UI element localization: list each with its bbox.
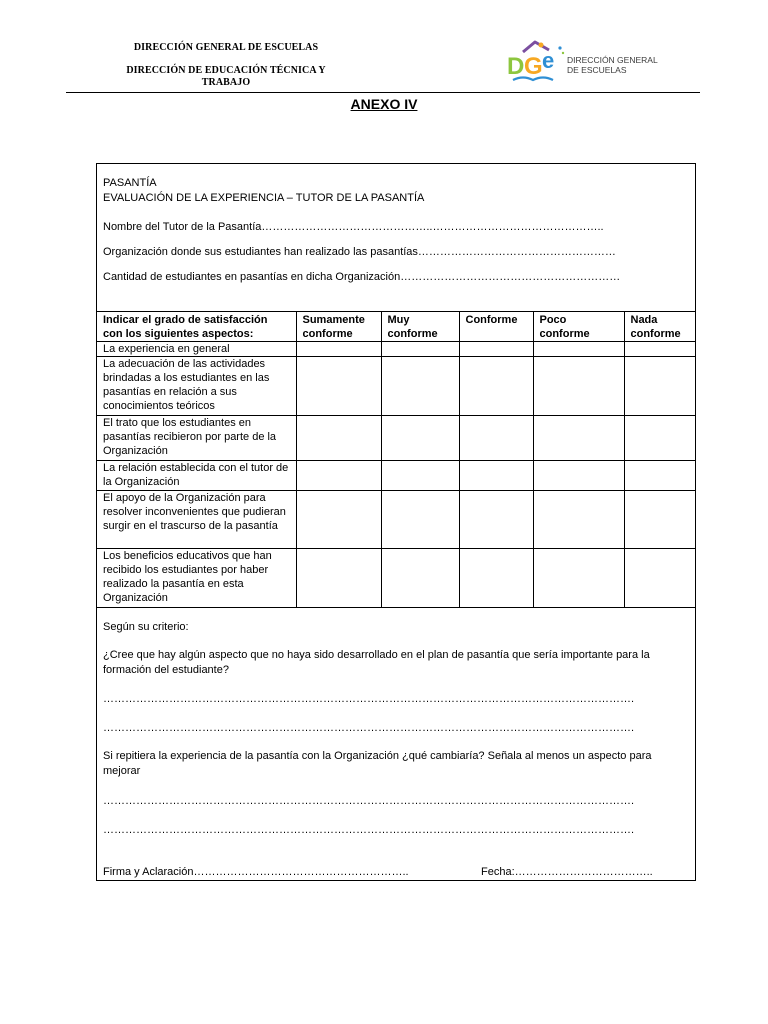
table-row bbox=[97, 342, 695, 357]
question-1-line-1: ¿Cree que hay algún aspecto que no haya sido desarrollado en el plan de pasantía que sería importante para la bbox=[103, 649, 650, 661]
rating-cell[interactable] bbox=[459, 549, 533, 608]
col-header-poco: Poco conforme bbox=[533, 312, 624, 342]
rating-cell[interactable] bbox=[624, 491, 695, 549]
rating-cell[interactable] bbox=[459, 416, 533, 461]
aspect-header: Indicar el grado de satisfacción con los siguientes aspectos: bbox=[97, 312, 296, 342]
criteria-label: Según su criterio: bbox=[103, 621, 189, 633]
answer-2-line-1[interactable]: ………………………………………………………………………………………………………………………………. bbox=[103, 795, 635, 807]
question-1-line-2: formación del estudiante? bbox=[103, 664, 229, 676]
rating-cell[interactable] bbox=[624, 357, 695, 416]
rating-cell[interactable] bbox=[381, 357, 459, 416]
rating-cell[interactable] bbox=[381, 342, 459, 357]
rating-cell[interactable] bbox=[296, 549, 381, 608]
answer-2-line-2[interactable]: ………………………………………………………………………………………………………………………………. bbox=[103, 824, 635, 836]
question-2-line-2: mejorar bbox=[103, 765, 141, 777]
svg-text:G: G bbox=[524, 53, 543, 80]
table-row bbox=[97, 549, 695, 608]
svg-text:e: e bbox=[542, 48, 555, 73]
svg-text:D: D bbox=[507, 53, 525, 80]
rating-cell[interactable] bbox=[381, 416, 459, 461]
rating-cell[interactable] bbox=[381, 549, 459, 608]
aspect-label: La relación establecida con el tutor de la Organización bbox=[97, 461, 296, 491]
rating-cell[interactable] bbox=[624, 461, 695, 491]
date-field[interactable]: Fecha:……………………………….. bbox=[481, 866, 653, 878]
aspect-label: El trato que los estudiantes en pasantías recibieron por parte de la Organización bbox=[97, 416, 296, 461]
table-row bbox=[97, 357, 695, 416]
logo-line1: DIRECCIÓN GENERAL bbox=[567, 55, 658, 65]
header-org-line2: DIRECCIÓN DE EDUCACIÓN TÉCNICA Y TRABAJO bbox=[126, 65, 326, 88]
question-2-line-1: Si repitiera la experiencia de la pasantía con la Organización ¿qué cambiaría? Señala al menos un aspecto para bbox=[103, 750, 652, 762]
organization-field[interactable]: Organización donde sus estudiantes han realizado las pasantías……………………………………………… bbox=[103, 246, 616, 258]
aspect-label: El apoyo de la Organización para resolver inconvenientes que pudieran surgir en el trascurso de la pasantía bbox=[97, 491, 296, 549]
table-row bbox=[97, 491, 695, 549]
evaluation-form bbox=[96, 163, 696, 881]
aspect-label: La adecuación de las actividades brindadas a los estudiantes en las pasantías en relación a sus conocimientos teóricos bbox=[97, 357, 296, 416]
col-header-nada: Nada conforme bbox=[624, 312, 695, 342]
rating-cell[interactable] bbox=[533, 416, 624, 461]
rating-cell[interactable] bbox=[624, 342, 695, 357]
answer-1-line-2[interactable]: ………………………………………………………………………………………………………………………………. bbox=[103, 722, 635, 734]
tutor-name-field[interactable]: Nombre del Tutor de la Pasantía………………………………………..……………………………………….. bbox=[103, 221, 604, 233]
logo-line2: DE ESCUELAS bbox=[567, 65, 627, 75]
table-header-row bbox=[97, 312, 695, 342]
rating-cell[interactable] bbox=[296, 342, 381, 357]
rating-cell[interactable] bbox=[296, 461, 381, 491]
rating-cell[interactable] bbox=[459, 342, 533, 357]
form-heading-1: PASANTÍA bbox=[103, 177, 157, 189]
satisfaction-table bbox=[97, 311, 695, 608]
rating-cell[interactable] bbox=[533, 549, 624, 608]
header-org-line1: DIRECCIÓN GENERAL DE ESCUELAS bbox=[133, 42, 319, 53]
col-header-conforme: Conforme bbox=[459, 312, 533, 342]
rating-cell[interactable] bbox=[624, 549, 695, 608]
rating-cell[interactable] bbox=[381, 461, 459, 491]
rating-cell[interactable] bbox=[533, 491, 624, 549]
rating-cell[interactable] bbox=[296, 416, 381, 461]
form-heading-2: EVALUACIÓN DE LA EXPERIENCIA – TUTOR DE LA PASANTÍA bbox=[103, 192, 425, 204]
header-divider bbox=[66, 92, 700, 93]
rating-cell[interactable] bbox=[624, 416, 695, 461]
rating-cell[interactable] bbox=[459, 357, 533, 416]
rating-cell[interactable] bbox=[459, 461, 533, 491]
rating-cell[interactable] bbox=[533, 342, 624, 357]
aspect-label: Los beneficios educativos que han recibido los estudiantes por haber realizado la pasantía en esta Organización bbox=[97, 549, 296, 608]
rating-cell[interactable] bbox=[459, 491, 533, 549]
rating-cell[interactable] bbox=[533, 461, 624, 491]
answer-1-line-1[interactable]: ………………………………………………………………………………………………………………………………. bbox=[103, 693, 635, 705]
student-count-field[interactable]: Cantidad de estudiantes en pasantías en dicha Organización…………………………………………………… bbox=[103, 271, 621, 283]
signature-field[interactable]: Firma y Aclaración………………………………………………….. bbox=[103, 866, 409, 878]
col-header-sumamente: Sumamente conforme bbox=[296, 312, 381, 342]
page-title: ANEXO IV bbox=[350, 96, 418, 112]
col-header-muy: Muy conforme bbox=[381, 312, 459, 342]
rating-cell[interactable] bbox=[381, 491, 459, 549]
rating-cell[interactable] bbox=[296, 491, 381, 549]
logo-caption bbox=[567, 55, 658, 75]
table-row bbox=[97, 461, 695, 491]
rating-cell[interactable] bbox=[533, 357, 624, 416]
rating-cell[interactable] bbox=[296, 357, 381, 416]
aspect-label: La experiencia en general bbox=[97, 342, 296, 357]
table-row bbox=[97, 416, 695, 461]
